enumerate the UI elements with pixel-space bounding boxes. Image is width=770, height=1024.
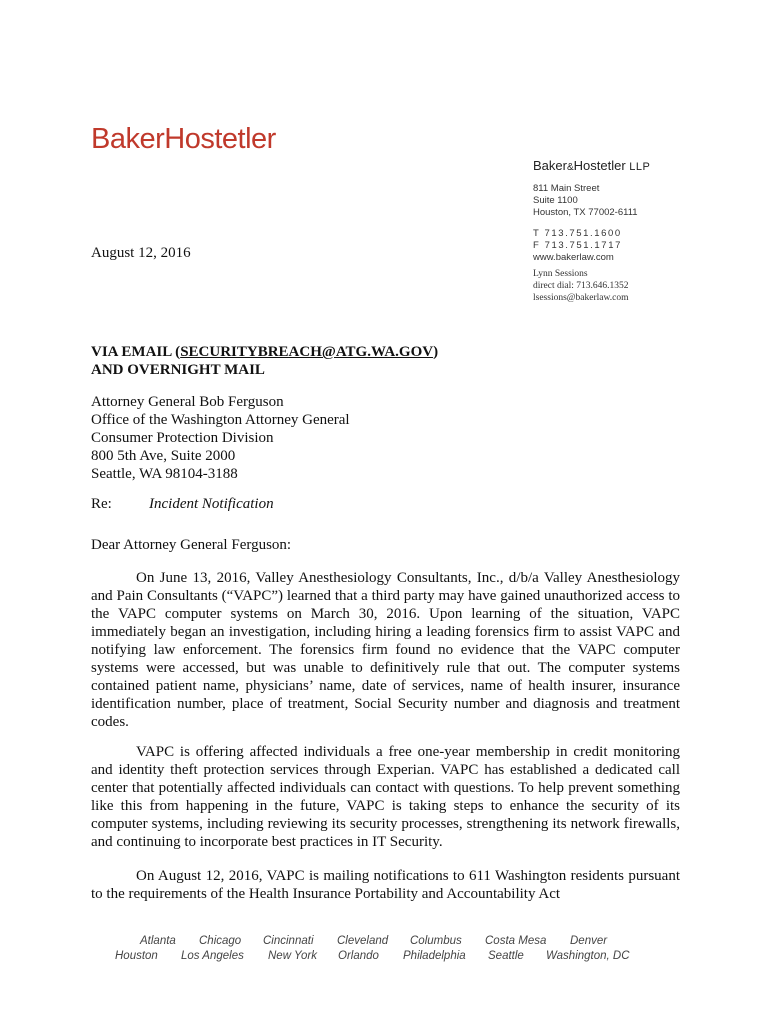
office-location: Houston xyxy=(115,950,158,962)
office-location: Chicago xyxy=(199,935,242,947)
body-paragraph-3: On August 12, 2016, VAPC is mailing notifications to 611 Washington residents pursuant to the requirements of the Health Insurance Portability and Accountability Act xyxy=(91,868,680,902)
firm-name: Baker&Hostetler LLP xyxy=(533,158,651,173)
delivery-method: VIA EMAIL (SECURITYBREACH@ATG.WA.GOV) AND OVERNIGHT MAIL xyxy=(91,344,439,378)
sender-email[interactable]: lsessions@bakerlaw.com xyxy=(533,293,629,303)
sender-block xyxy=(533,268,629,304)
website-link[interactable]: www.bakerlaw.com xyxy=(533,252,614,263)
re-label: Re: xyxy=(91,496,112,512)
firm-logo: BakerHostetler xyxy=(91,123,276,155)
firm-address xyxy=(533,183,638,219)
sender-direct-dial: direct dial: 713.646.1352 xyxy=(533,281,629,291)
address-line: Houston, TX 77002-6111 xyxy=(533,207,638,218)
subject-text: Incident Notification xyxy=(149,496,274,512)
firm-contact xyxy=(533,228,622,264)
office-location: Cincinnati xyxy=(263,935,314,947)
address-line: Suite 1100 xyxy=(533,195,578,206)
office-location: New York xyxy=(268,950,318,962)
body-paragraph-2: VAPC is offering affected individuals a free one-year membership in credit monitoring and identity theft protection services through Experian. VAPC has established a dedicated call center that potentially affected individuals can contact with questions. To help prevent something like this from happening in the future, VAPC is taking steps to enhance the security of its computer systems, including reviewing its security processes, strengthening its network firewalls, and continuing to incorporate best practices in IT Security. xyxy=(91,744,680,850)
office-locations-footer xyxy=(0,935,770,975)
recipient-line: Seattle, WA 98104-3188 xyxy=(91,466,238,482)
recipient-line: Consumer Protection Division xyxy=(91,430,274,446)
office-location: Los Angeles xyxy=(181,950,244,962)
office-location: Washington, DC xyxy=(546,950,630,962)
sender-name: Lynn Sessions xyxy=(533,269,588,279)
office-location: Columbus xyxy=(410,935,462,947)
recipient-line: 800 5th Ave, Suite 2000 xyxy=(91,448,236,464)
fax-number: F 713.751.1717 xyxy=(533,240,622,251)
recipient-line: Office of the Washington Attorney General xyxy=(91,412,350,428)
office-location: Costa Mesa xyxy=(485,935,547,947)
body-paragraph-1: On June 13, 2016, Valley Anesthesiology Consultants, Inc., d/b/a Valley Anesthesiology and Pain Consultants (“VAPC”) learned that a third party may have gained unauthorized access to the VAPC computer systems on March 30, 2016. Upon learning of the situation, VAPC immediately began an investigation, including hiring a leading forensics firm to assist VAPC and notifying law enforcement. The forensics firm found no evidence that the VAPC computer systems were accessed, but was unable to definitively rule that out. The computer systems contained patient name, physicians’ name, date of services, name of health insurer, insurance identification number, place of treatment, Social Security number and diagnosis and treatment codes. xyxy=(91,570,680,730)
office-location: Cleveland xyxy=(337,935,389,947)
delivery-line-2: AND OVERNIGHT MAIL xyxy=(91,362,265,378)
office-location: Denver xyxy=(570,935,608,947)
office-location: Seattle xyxy=(488,950,524,962)
salutation: Dear Attorney General Ferguson: xyxy=(91,537,292,553)
phone-number: T 713.751.1600 xyxy=(533,228,622,239)
subject-line xyxy=(91,496,274,513)
address-line: 811 Main Street xyxy=(533,183,600,194)
office-location: Atlanta xyxy=(140,935,176,947)
office-location: Orlando xyxy=(338,950,379,962)
recipient-line: Attorney General Bob Ferguson xyxy=(91,394,284,410)
letter-date: August 12, 2016 xyxy=(91,245,191,261)
recipient-address xyxy=(91,393,350,483)
office-location: Philadelphia xyxy=(403,950,466,962)
security-breach-email-link[interactable]: SECURITYBREACH@ATG.WA.GOV xyxy=(180,344,434,360)
